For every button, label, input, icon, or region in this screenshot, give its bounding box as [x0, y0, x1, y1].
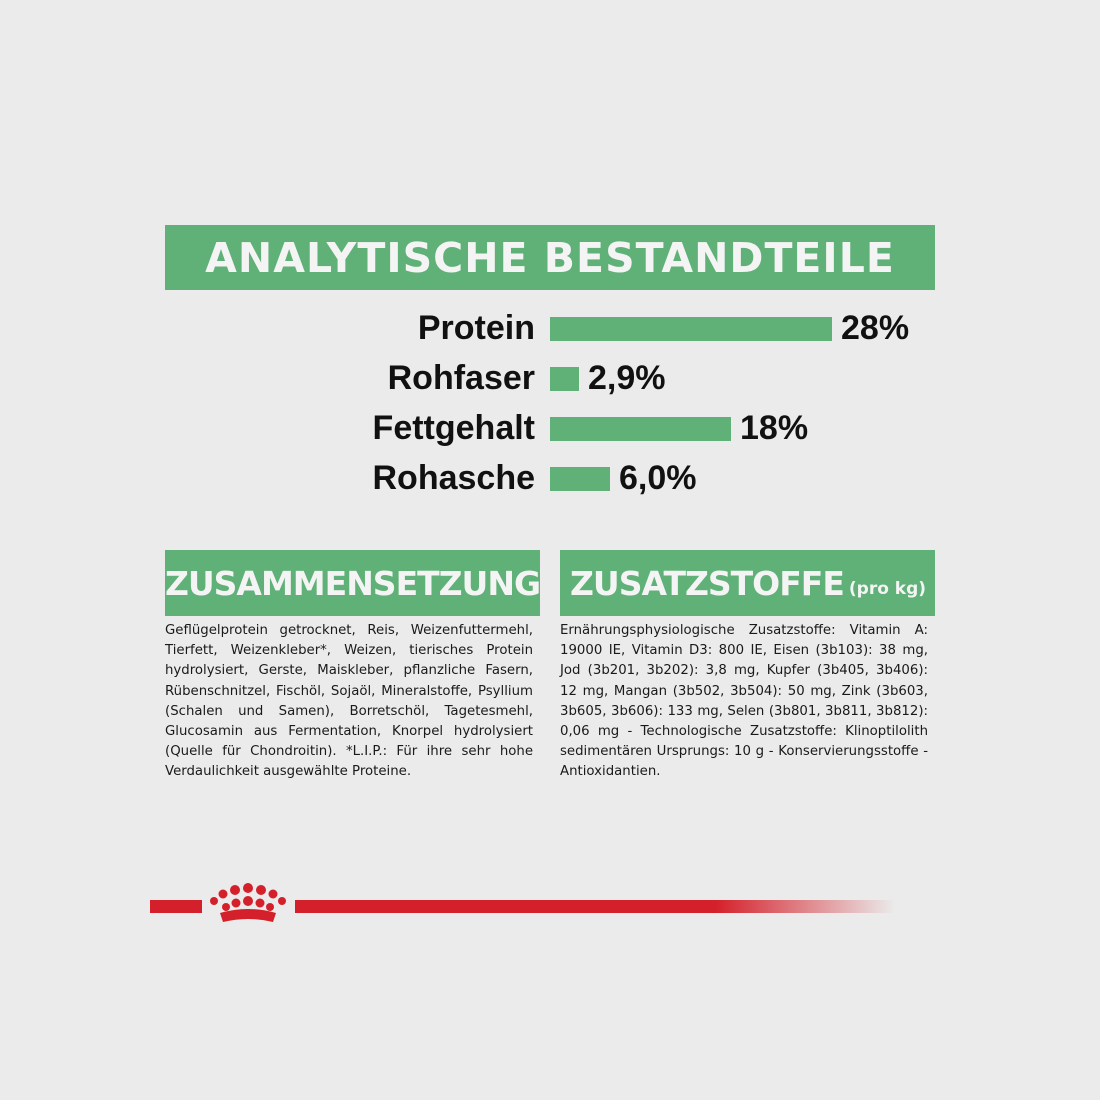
nutrient-bar — [550, 367, 579, 391]
additives-paragraph: Ernährungsphysiologische Zusatzstoffe: Vitamin A: 19000 IE, Vitamin D3: 800 IE, Eisen (3b103): 38 mg, Jod (3b201, 3b202): 3,8 mg, Kupfer (3b405, 3b406): 12 mg, Mangan (3b502, 3b504): 50 mg, Zink (3b603, 3b605, 3b606): 133 mg, Selen (3b801, 3b811, 3b812): 0,06 mg - Technologische Zusatzstoffe: Klinoptilolith sedimentären Ursprungs: 10 g - Konservierungsstoffe - Antioxidantien. — [560, 623, 928, 780]
composition-heading-text: ZUSAMMENSETZUNG — [164, 563, 541, 603]
additives-unit-text: (pro kg) — [848, 579, 927, 599]
nutrient-bar — [550, 417, 731, 441]
nutrient-value-label: 28% — [841, 309, 910, 347]
nutrient-bar — [550, 467, 610, 491]
analytics-heading-text: ANALYTISCHE BESTANDTEILE — [205, 233, 895, 282]
crown-logo-icon — [203, 880, 293, 928]
nutrient-label: Rohasche — [372, 459, 535, 497]
nutrient-label: Fettgehalt — [372, 409, 535, 447]
nutrient-value-label: 18% — [740, 409, 809, 447]
composition-heading — [165, 550, 540, 616]
brand-line-right — [295, 900, 895, 913]
additives-heading — [560, 550, 935, 616]
nutrient-bar — [550, 317, 832, 341]
nutrient-value-label: 6,0% — [619, 459, 697, 497]
brand-line-left — [150, 900, 202, 913]
analytics-heading — [165, 225, 935, 290]
nutrient-label: Rohfaser — [387, 359, 535, 397]
nutrient-value-label: 2,9% — [588, 359, 666, 397]
additives-heading-text: ZUSATZSTOFFE — [570, 563, 844, 603]
nutrient-label: Protein — [417, 309, 535, 347]
composition-paragraph: Geflügelprotein getrocknet, Reis, Weizenfuttermehl, Tierfett, Weizenkleber*, Weizen, tierisches Protein hydrolysiert, Gerste, Maiskleber, pflanzliche Fasern, Rübenschnitzel, Fischöl, Sojaöl, Mineralstoffe, Psyllium (Schalen und Samen), Borretschöl, Tagetesmehl, Glucosamin aus Fermentation, Knorpel hydrolysiert (Quelle für Chondroitin). *L.I.P.: Für ihre sehr hohe Verdaulichkeit ausgewählte Proteine. — [165, 623, 533, 780]
